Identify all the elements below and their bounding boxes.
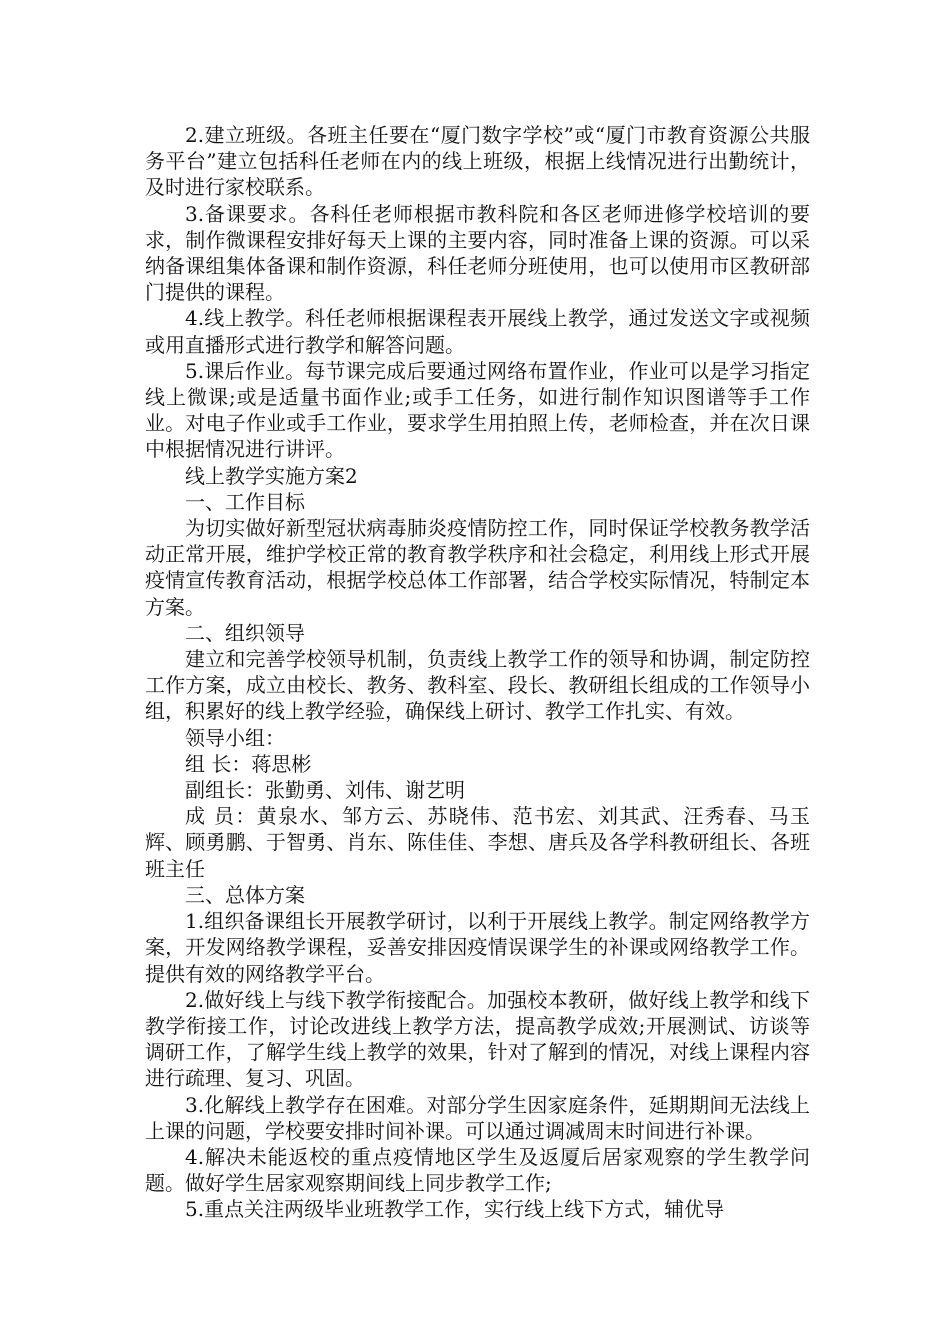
document-page bbox=[145, 122, 810, 1223]
para-homework: 5.课后作业。每节课完成后要通过网络布置作业，作业可以是学习指定线上微课;或是适量书面作业;或手工任务，如进行制作知识图谱等手工作业。对电子作业或手工作业，要求学生用拍照上传，老师检查，并在次日课中根据情况进行讲评。 bbox=[145, 358, 810, 462]
section-leadership-heading: 二、组织领导 bbox=[185, 620, 305, 645]
plan-2-title: 线上教学实施方案2 bbox=[185, 463, 358, 488]
group-leader-line: 组 长：蒋思彬 bbox=[185, 751, 312, 776]
deputy-leader-line: 副组长：张勤勇、刘伟、谢艺明 bbox=[185, 778, 465, 803]
members-line: 成 员：黄泉水、邹方云、苏晓伟、范书宏、刘其武、汪秀春、马玉辉、顾勇鹏、于智勇、肖东、陈佳佳、李想、唐兵及各学科教研组长、各班班主任 bbox=[145, 804, 810, 881]
para-plan-5: 5.重点关注两级毕业班教学工作，实行线上线下方式，辅优导 bbox=[185, 1197, 725, 1222]
para-leadership: 建立和完善学校领导机制，负责线上教学工作的领导和协调，制定防控工作方案，成立由校长、教务、教科室、段长、教研组长组成的工作领导小组，积累好的线上教学经验，确保线上研讨、教学工作扎实、有效。 bbox=[145, 647, 810, 724]
section-goals-heading: 一、工作目标 bbox=[185, 489, 305, 514]
section-overall-plan-heading: 三、总体方案 bbox=[185, 882, 305, 907]
para-goals: 为切实做好新型冠状病毒肺炎疫情防控工作，同时保证学校教务教学活动正常开展，维护学校正常的教育教学秩序和社会稳定，利用线上形式开展疫情宣传教育活动，根据学校总体工作部署，结合学校实际情况，特制定本方案。 bbox=[145, 516, 810, 619]
para-plan-3: 3.化解线上教学存在困难。对部分学生因家庭条件，延期期间无法线上上课的问题，学校要安排时间补课。可以通过调减周末时间进行补课。 bbox=[145, 1092, 810, 1143]
para-plan-2: 2.做好线上与线下教学衔接配合。加强校本教研，做好线上教学和线下教学衔接工作，讨论改进线上教学方法，提高教学成效;开展测试、访谈等调研工作，了解学生线上教学的效果，针对了解到的情况，对线上课程内容进行疏理、复习、巩固。 bbox=[145, 987, 810, 1091]
para-online-teaching: 4.线上教学。科任老师根据课程表开展线上教学，通过发送文字或视频或用直播形式进行教学和解答问题。 bbox=[145, 306, 810, 357]
para-lesson-prep: 3.备课要求。各科任老师根据市教科院和各区老师进修学校培训的要求，制作微课程安排好每天上课的主要内容，同时准备上课的资源。可以采纳备课组集体备课和制作资源，科任老师分班使用，也可以使用市区教研部门提供的课程。 bbox=[145, 201, 810, 305]
para-plan-4: 4.解决未能返校的重点疫情地区学生及返厦后居家观察的学生教学问题。做好学生居家观察期间线上同步教学工作; bbox=[145, 1144, 810, 1196]
para-plan-1: 1.组织备课组长开展教学研讨，以利于开展线上教学。制定网络教学方案，开发网络教学课程，妥善安排因疫情误课学生的补课或网络教学工作。提供有效的网络教学平台。 bbox=[145, 909, 810, 986]
leading-group-heading: 领导小组： bbox=[185, 725, 285, 750]
para-class-setup: 2.建立班级。各班主任要在“厦门数字学校”或“厦门市教育资源公共服务平台”建立包括科任老师在内的线上班级，根据上线情况进行出勤统计，及时进行家校联系。 bbox=[145, 123, 810, 200]
